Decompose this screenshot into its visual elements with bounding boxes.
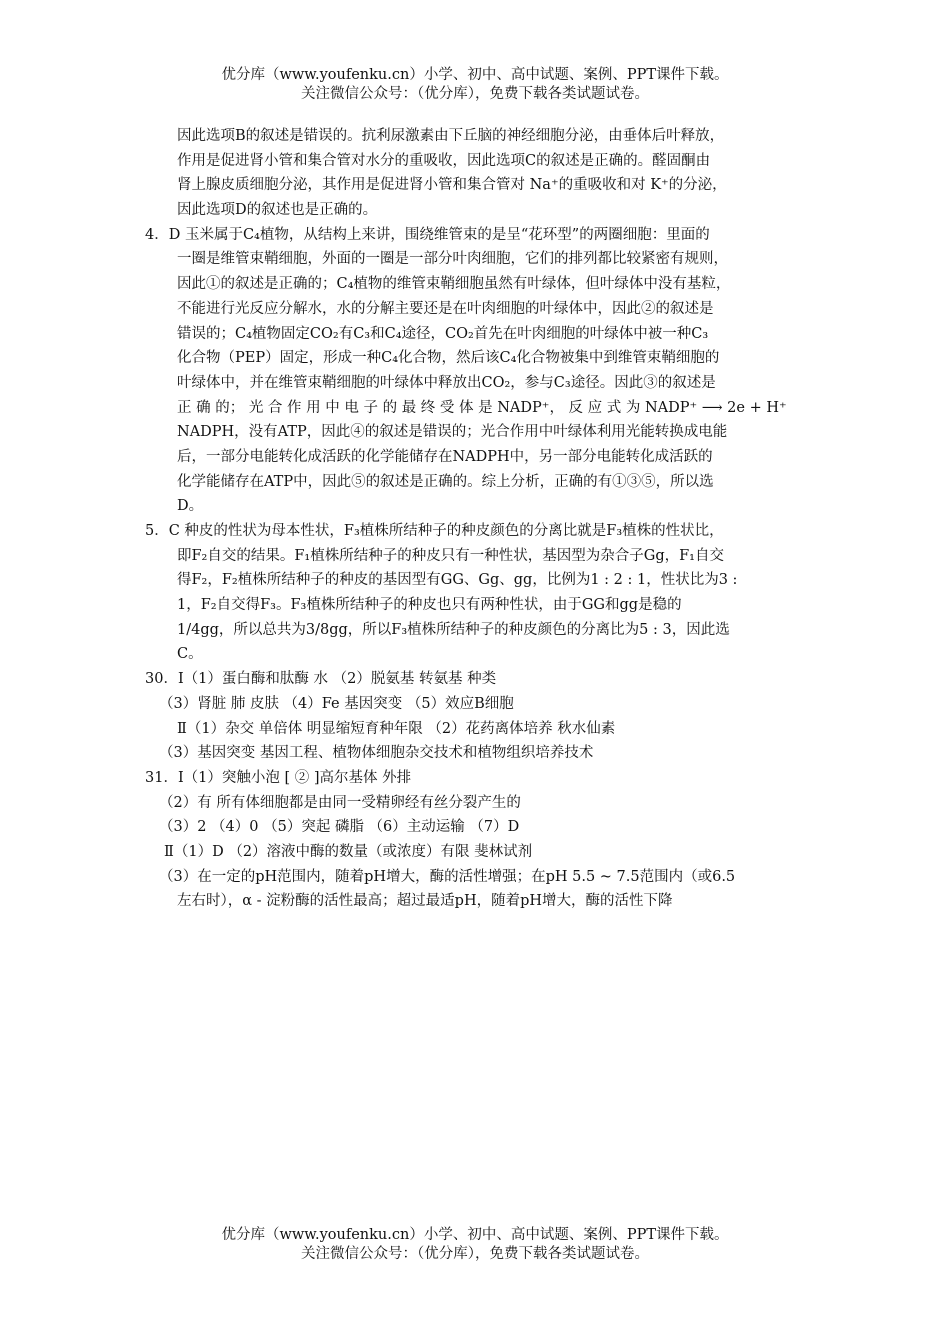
footer-line-2: 关注微信公众号：（优分库），免费下载各类试题试卷。 (301, 1246, 649, 1262)
answer-4-line: 4．D 玉米属于C₄植物，从结构上来讲，围绕维管束的是呈“花环型”的两圈细胞：里面的 (145, 226, 710, 243)
answer-5-line: 5．C 种皮的性状为母本性状，F₃植株所结种子的种皮颜色的分离比就是F₃植株的性状比， (145, 523, 724, 539)
text-line: （3）肾脏 肺 皮肤 （4）Fe 基因突变 （5）效应B细胞 (159, 695, 514, 712)
header-line-1: 优分库（www.youfenku.cn）小学、初中、高中试题、案例、PPT课件下载。 (221, 67, 729, 83)
page-footer (0, 1226, 950, 1264)
reaction-equation-line: 正 确 的； 光 合 作 用 中 电 子 的 最 终 受 体 是 NADP⁺， 反 应 式 为 NADP⁺ ⟶ 2e + H⁺ (177, 399, 787, 416)
text-line: 化学能储存在ATP中，因此⑤的叙述是正确的。综上分析，正确的有①③⑤，所以选 (177, 473, 714, 490)
text-line: 错误的；C₄植物固定CO₂有C₃和C₄途径，CO₂首先在叶肉细胞的叶绿体中被一种C₃ (177, 325, 709, 342)
text-line: （3）基因突变 基因工程、植物体细胞杂交技术和植物组织培养技术 (159, 745, 594, 762)
text-line: 1/4gg，所以总共为3/8gg，所以F₃植株所结种子的种皮颜色的分离比为5 : 3，因此选 (177, 621, 730, 638)
text-line: 左右时），α - 淀粉酶的活性最高；超过最适pH，随着pH增大，酶的活性下降 (177, 893, 673, 910)
text-line: Ⅱ（1）杂交 单倍体 明显缩短育种年限 （2）花药离体培养 秋水仙素 (177, 720, 616, 737)
text-line: 因此①的叙述是正确的；C₄植物的维管束鞘细胞虽然有叶绿体，但叶绿体中没有基粒， (177, 276, 731, 293)
text-line: （3）在一定的pH范围内，随着pH增大，酶的活性增强；在pH 5.5 ~ 7.5范围内（或6.5 (159, 868, 736, 885)
text-line: 化合物（PEP）固定，形成一种C₄化合物，然后该C₄化合物被集中到维管束鞘细胞的 (177, 350, 720, 367)
text-line: 不能进行光反应分解水，水的分解主要还是在叶肉细胞的叶绿体中，因此②的叙述是 (177, 300, 714, 317)
document-body (145, 124, 815, 914)
text-line: D。 (177, 498, 204, 515)
footer-line-1: 优分库（www.youfenku.cn）小学、初中、高中试题、案例、PPT课件下载。 (221, 1227, 729, 1243)
text-line: 后，一部分电能转化成活跃的化学能储存在NADPH中，另一部分电能转化成活跃的 (177, 448, 713, 465)
text-line: NADPH，没有ATP，因此④的叙述是错误的；光合作用中叶绿体利用光能转换成电能 (177, 424, 728, 441)
text-line: 因此选项D的叙述也是正确的。 (177, 202, 378, 219)
text-line: （3）2 （4）0 （5）突起 磷脂 （6）主动运输 （7）D (159, 819, 520, 836)
answer-30-line: 30．Ⅰ（1）蛋白酶和肽酶 水 （2）脱氨基 转氨基 种类 (145, 671, 497, 688)
text-line: 一圈是维管束鞘细胞，外面的一圈是一部分叶肉细胞，它们的排列都比较紧密有规则， (177, 251, 728, 268)
text-line: 1，F₂自交得F₃。F₃植株所结种子的种皮也只有两种性状，由于GG和gg是稳的 (177, 597, 682, 614)
text-line: C。 (177, 646, 203, 663)
page-header (0, 66, 950, 104)
text-line: 即F₂自交的结果。F₁植株所结种子的种皮只有一种性状，基因型为杂合子Gg，F₁自交 (177, 547, 724, 564)
text-line: 肾上腺皮质细胞分泌，其作用是促进肾小管和集合管对 Na⁺的重吸收和对 K⁺的分泌， (177, 177, 727, 194)
text-line: 得F₂，F₂植株所结种子的种皮的基因型有GG、Gg、gg，比例为1 : 2 : 1，性状比为3 : (177, 572, 738, 589)
text-line: Ⅱ（1）D （2）溶液中酶的数量（或浓度）有限 斐林试剂 (164, 843, 533, 860)
text-line: 因此选项B的叙述是错误的。抗利尿激素由下丘脑的神经细胞分泌，由垂体后叶释放， (177, 128, 725, 144)
header-line-2: 关注微信公众号：（优分库），免费下载各类试题试卷。 (301, 86, 649, 102)
text-line: （2）有 所有体细胞都是由同一受精卵经有丝分裂产生的 (159, 794, 521, 811)
answer-31-line: 31．Ⅰ（1）突触小泡 [ ② ]高尔基体 外排 (145, 769, 412, 786)
text-line: 叶绿体中，并在维管束鞘细胞的叶绿体中释放出CO₂，参与C₃途径。因此③的叙述是 (177, 374, 716, 391)
text-line: 作用是促进肾小管和集合管对水分的重吸收，因此选项C的叙述是正确的。醛固酮由 (177, 152, 711, 169)
